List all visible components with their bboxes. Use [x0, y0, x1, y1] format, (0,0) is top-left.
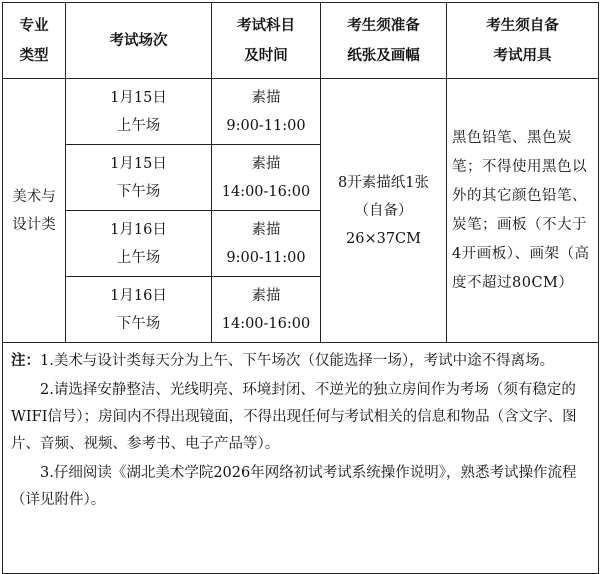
- subject-time-cell: 素描 14:00-16:00: [212, 145, 321, 211]
- session-cell: 1月15日 下午场: [66, 145, 212, 211]
- header-tools: 考生须自备 考试用具: [447, 3, 599, 79]
- notes-label: 注：: [11, 352, 40, 369]
- subject-time-cell: 素描 14:00-16:00: [212, 277, 321, 343]
- note-item-2: 2.请选择安静整洁、光线明亮、环境封闭、不逆光的独立房间作为考场（须有稳定的WIFI信号）；房间内不得出现镜面，不得出现任何与考试相关的信息和物品（含文字、图片、音频、视频、参考书、电子产品等）。: [11, 382, 577, 452]
- header-session: 考试场次: [66, 3, 212, 79]
- note-item-1: 注：1.美术与设计类每天分为上午、下午场次（仅能选择一场），考试中途不得离场。: [11, 352, 555, 369]
- session-cell: 1月16日 上午场: [66, 211, 212, 277]
- notes-row: [3, 343, 599, 574]
- notes-cell: [3, 343, 599, 574]
- tools-cell: 黑色铅笔、黑色炭 笔；不得使用黑色以 外的其它颜色铅笔、 炭笔；画板（不大于 4开画板）、画架（高 度不超过80CM）: [447, 79, 599, 343]
- header-subject-time: 考试科目 及时间: [212, 3, 321, 79]
- subject-time-cell: 素描 9:00-11:00: [212, 79, 321, 145]
- session-cell: 1月16日 下午场: [66, 277, 212, 343]
- paper-cell: 8开素描纸1张 （自备） 26×37CM: [321, 79, 447, 343]
- subject-time-cell: 素描 9:00-11:00: [212, 211, 321, 277]
- note-item-3: 3.仔细阅读《湖北美术学院2026年网络初试考试系统操作说明》，熟悉考试操作流程（详见附件）。: [11, 465, 577, 508]
- header-paper: 考生须准备 纸张及画幅: [321, 3, 447, 79]
- header-major-type: 专业 类型: [3, 3, 66, 79]
- category-cell: 美术与 设计类: [3, 79, 66, 343]
- table-row: [3, 79, 599, 145]
- session-cell: 1月15日 上午场: [66, 79, 212, 145]
- exam-schedule-table: [2, 2, 599, 574]
- header-row: [3, 3, 599, 79]
